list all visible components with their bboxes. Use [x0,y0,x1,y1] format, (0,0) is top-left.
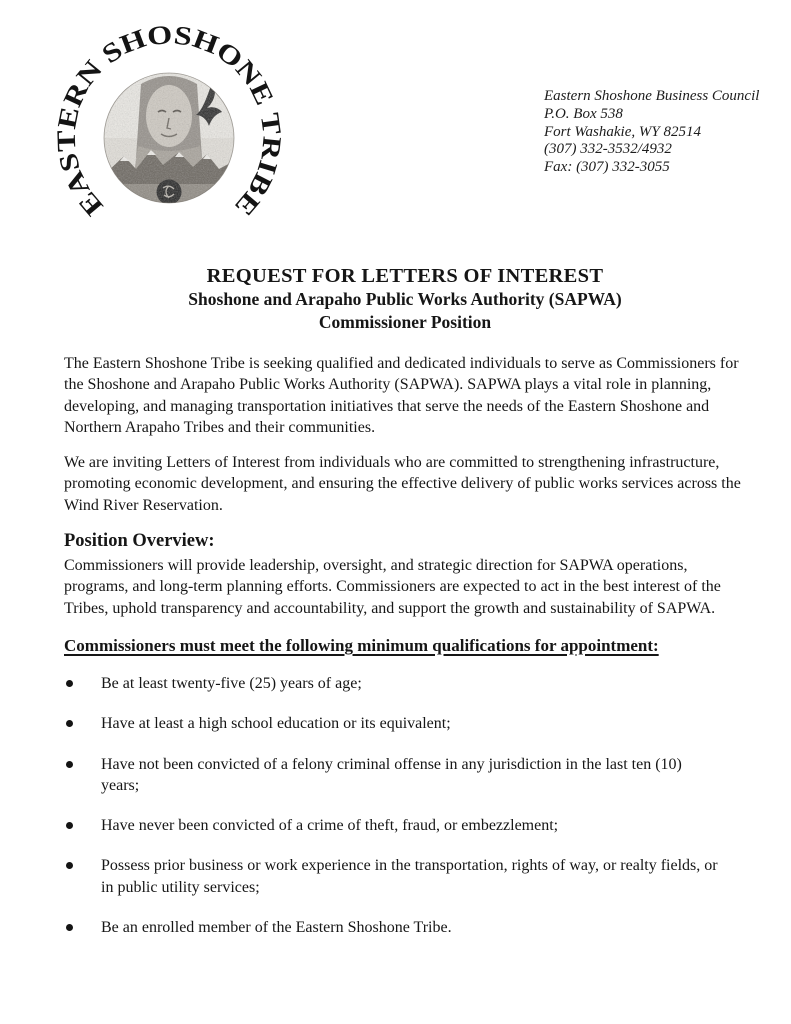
title-block [64,264,746,333]
qualification-item: Possess prior business or work experience in the transportation, rights of way, or realty fields, or in public utility services; [64,855,723,898]
position-overview-paragraph: Commissioners will provide leadership, oversight, and strategic direction for SAPWA operations, programs, and long-term planning efforts. Commissioners are expected to act in the best interest of the Tribes, uphold transparency and accountability, and support the growth and sustainability of SAPWA. [64,557,721,617]
seal-artwork [100,68,240,209]
letterhead-line: Fort Washakie, WY 82514 [544,123,701,140]
letterhead-line: Fax: (307) 332-3055 [544,159,670,176]
qualifications-list [64,673,746,938]
document-subtitle-position: Commissioner Position [318,311,492,332]
letterhead-header [0,0,791,262]
qualification-item: Have not been convicted of a felony criminal offense in any jurisdiction in the last ten (10) years; [64,754,723,797]
letterhead-line: P.O. Box 538 [544,105,623,122]
letterhead-address-block [544,88,759,177]
qualifications-heading: Commissioners must meet the following minimum qualifications for appointment: [64,635,659,655]
invitation-paragraph: We are inviting Letters of Interest from individuals who are committed to strengthening infrastructure, promoting economic development, and ensuring the effective delivery of public works services across the Wind River Reservation. [64,454,741,514]
document-body [64,264,746,957]
letterhead-line: Eastern Shoshone Business Council [544,88,760,104]
seal-arc-text: EASTERN SHOSHONE TRIBE [50,22,288,222]
document-title: REQUEST FOR LETTERS OF INTEREST [206,265,604,287]
qualification-item: Be at least twenty-five (25) years of age; [64,673,723,694]
position-overview-heading: Position Overview: [64,531,215,552]
qualification-item: Have never been convicted of a crime of theft, fraud, or embezzlement; [64,815,723,836]
qualification-item: Have at least a high school education or its equivalent; [64,713,723,734]
intro-paragraph: The Eastern Shoshone Tribe is seeking qualified and dedicated individuals to serve as Commissioners for the Shoshone and Arapaho Public Works Authority (SAPWA). SAPWA plays a vital role in planning, developing, and managing transportation initiatives that serve the needs of the Eastern Shoshone and Northern Arapaho Tribes and their communities. [64,355,739,436]
document-subtitle-authority: Shoshone and Arapaho Public Works Authority (SAPWA) [188,289,622,309]
qualification-item: Be an enrolled member of the Eastern Shoshone Tribe. [64,917,723,938]
letterhead-line: (307) 332-3532/4932 [544,141,672,158]
tribal-seal-logo [40,22,298,236]
